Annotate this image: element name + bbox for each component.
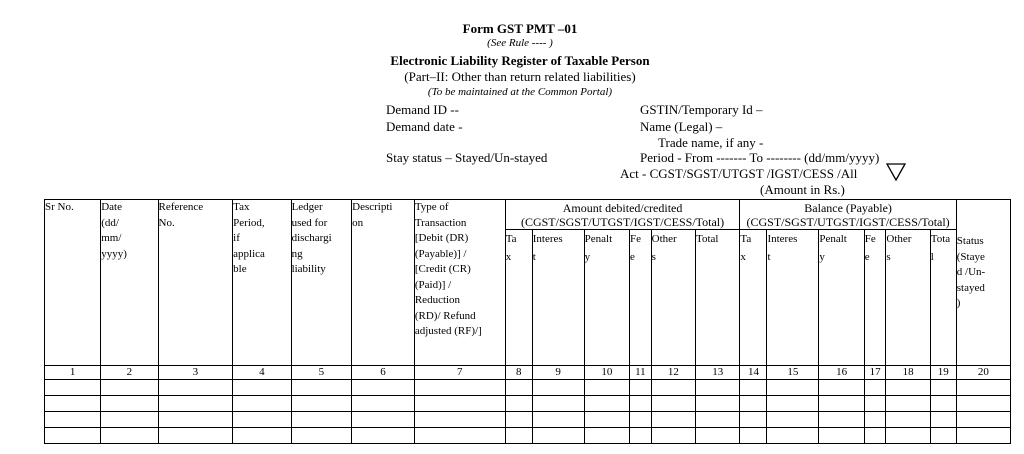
table-cell — [505, 396, 532, 412]
table-cell — [740, 412, 767, 428]
table-cell — [740, 428, 767, 444]
stay-status: Stay status – Stayed/Un-stayed — [386, 150, 548, 165]
table-cell — [414, 380, 505, 396]
col-number: 19 — [930, 366, 956, 380]
col-number: 8 — [505, 366, 532, 380]
table-row — [45, 428, 1011, 444]
table-cell — [819, 380, 864, 396]
table-cell — [630, 396, 652, 412]
table-cell — [696, 428, 740, 444]
table-cell — [886, 428, 930, 444]
table-cell — [584, 428, 629, 444]
table-cell — [864, 428, 886, 444]
demand-date: Demand date - — [386, 119, 463, 134]
col-number: 14 — [740, 366, 767, 380]
reference-header-text: Reference No. — [158, 201, 204, 229]
table-cell — [930, 428, 956, 444]
table-cell — [352, 428, 415, 444]
table-cell — [45, 412, 101, 428]
amount-col-fee — [630, 230, 652, 366]
table-cell — [352, 380, 415, 396]
amount-total-text: Total — [696, 233, 719, 245]
col-number: 2 — [101, 366, 158, 380]
table-cell — [505, 412, 532, 428]
table-cell — [101, 396, 158, 412]
amount-col-penalty — [584, 230, 629, 366]
table-cell — [505, 428, 532, 444]
table-cell — [696, 380, 740, 396]
balance-total-text: Tota l — [930, 233, 951, 263]
amount-penalty-text: Penalt y — [584, 233, 613, 263]
balance-col-others — [886, 230, 930, 366]
maintained-note: (To be maintained at the Common Portal) — [427, 86, 613, 98]
ledger-header-text: Ledger used for dischargi ng liability — [291, 201, 332, 275]
table-cell — [956, 380, 1010, 396]
table-cell — [930, 396, 956, 412]
rule-reference: (See Rule ---- ) — [487, 37, 553, 49]
register-title: Electronic Liability Register of Taxable Person — [390, 53, 650, 68]
col-number: 1 — [45, 366, 101, 380]
table-cell — [158, 412, 233, 428]
act: Act - CGST/SGST/UTGST /IGST/CESS /All — [620, 166, 858, 181]
amount-group-subtitle: (CGST/SGST/UTGST/IGST/CESS/Total) — [520, 215, 725, 229]
table-cell — [767, 396, 819, 412]
table-cell — [630, 380, 652, 396]
col-header-description — [352, 200, 415, 366]
table-cell — [864, 412, 886, 428]
table-cell — [505, 380, 532, 396]
table-cell — [651, 428, 695, 444]
balance-others-text: Other s — [886, 233, 912, 263]
col-number: 5 — [291, 366, 352, 380]
table-cell — [45, 396, 101, 412]
balance-col-interest — [767, 230, 819, 366]
col-number: 13 — [696, 366, 740, 380]
table-cell — [956, 412, 1010, 428]
table-cell — [651, 380, 695, 396]
table-row — [45, 396, 1011, 412]
col-number: 18 — [886, 366, 930, 380]
table-cell — [930, 380, 956, 396]
table-cell — [291, 428, 352, 444]
balance-tax-text: Ta x — [740, 233, 752, 263]
table-cell — [158, 428, 233, 444]
col-number: 17 — [864, 366, 886, 380]
col-header-sr-no: Sr No. — [45, 200, 101, 366]
amount-others-text: Other s — [651, 233, 677, 263]
table-cell — [886, 396, 930, 412]
group-header-amount — [505, 200, 740, 230]
col-number: 3 — [158, 366, 233, 380]
table-cell — [158, 380, 233, 396]
col-number: 15 — [767, 366, 819, 380]
table-cell — [101, 380, 158, 396]
table-cell — [532, 428, 584, 444]
table-cell — [864, 380, 886, 396]
table-cell — [651, 396, 695, 412]
col-number: 10 — [584, 366, 629, 380]
liability-register-table — [44, 199, 1011, 444]
table-cell — [233, 428, 291, 444]
table-cell — [767, 412, 819, 428]
table-cell — [532, 412, 584, 428]
col-number: 16 — [819, 366, 864, 380]
table-cell — [158, 396, 233, 412]
table-cell — [291, 412, 352, 428]
status-header-text: Status (Staye d /Un- stayed ) — [956, 235, 986, 309]
amount-interest-text: Interes t — [532, 233, 563, 263]
table-cell — [414, 428, 505, 444]
table-cell — [696, 396, 740, 412]
balance-col-tax — [740, 230, 767, 366]
table-cell — [886, 412, 930, 428]
table-cell — [819, 428, 864, 444]
amount-tax-text: Ta x — [505, 233, 517, 263]
col-number: 6 — [352, 366, 415, 380]
col-number: 9 — [532, 366, 584, 380]
col-number: 4 — [233, 366, 291, 380]
table-cell — [584, 396, 629, 412]
amount-col-interest — [532, 230, 584, 366]
table-cell — [291, 396, 352, 412]
empty-rows — [45, 380, 1011, 444]
table-cell — [630, 428, 652, 444]
col-number: 11 — [630, 366, 652, 380]
demand-id: Demand ID -- — [386, 102, 459, 117]
table-cell — [233, 396, 291, 412]
amount-col-total — [696, 230, 740, 366]
table-cell — [45, 380, 101, 396]
col-header-reference-no — [158, 200, 233, 366]
balance-col-fee — [864, 230, 886, 366]
balance-interest-text: Interes t — [767, 233, 798, 263]
table-row — [45, 380, 1011, 396]
transaction-type-header-text: Type of Transaction [Debit (DR) (Payable)] / [Credit (CR) (Paid)] / Reduction (RD)/ Refund adjusted (RF)/] — [414, 201, 482, 337]
description-header-text: Descripti on — [352, 201, 393, 229]
table-cell — [352, 396, 415, 412]
col-number: 12 — [651, 366, 695, 380]
part-subtitle: (Part–II: Other than return related liabilities) — [404, 69, 636, 84]
table-cell — [956, 428, 1010, 444]
tax-period-header-text: Tax Period, if applica ble — [233, 201, 265, 275]
table-cell — [291, 380, 352, 396]
amount-fee-text: Fe e — [630, 233, 642, 263]
table-cell — [819, 396, 864, 412]
table-cell — [740, 396, 767, 412]
table-cell — [819, 412, 864, 428]
trade-name: Trade name, if any - — [658, 135, 764, 150]
balance-group-subtitle: (CGST/SGST/UTGST/IGST/CESS/Total) — [746, 215, 950, 229]
form-title: Form GST PMT –01 — [462, 21, 578, 36]
balance-col-penalty — [819, 230, 864, 366]
table-cell — [233, 412, 291, 428]
period: Period - From ------- To -------- (dd/mm/yyyy) — [640, 150, 880, 165]
table-cell — [956, 396, 1010, 412]
col-header-transaction-type — [414, 200, 505, 366]
table-cell — [740, 380, 767, 396]
table-cell — [532, 380, 584, 396]
col-number: 20 — [956, 366, 1010, 380]
table-cell — [584, 412, 629, 428]
table-cell — [696, 412, 740, 428]
balance-col-total — [930, 230, 956, 366]
table-cell — [414, 396, 505, 412]
table-cell — [233, 380, 291, 396]
table-cell — [767, 380, 819, 396]
col-header-tax-period — [233, 200, 291, 366]
table-cell — [532, 396, 584, 412]
table-cell — [352, 412, 415, 428]
table-cell — [584, 380, 629, 396]
table-cell — [767, 428, 819, 444]
amount-group-title: Amount debited/credited — [562, 201, 683, 215]
col-number: 7 — [414, 366, 505, 380]
table-cell — [930, 412, 956, 428]
table-row — [45, 412, 1011, 428]
table-cell — [414, 412, 505, 428]
table-cell — [630, 412, 652, 428]
date-header-text: Date (dd/ mm/ yyyy) — [101, 201, 127, 260]
col-header-status — [956, 200, 1010, 366]
table-cell — [886, 380, 930, 396]
balance-penalty-text: Penalt y — [819, 233, 847, 263]
table-cell — [864, 396, 886, 412]
col-header-date — [101, 200, 158, 366]
balance-fee-text: Fe e — [864, 233, 876, 263]
table-cell — [101, 412, 158, 428]
amount-col-tax — [505, 230, 532, 366]
amount-col-others — [651, 230, 695, 366]
balance-group-title: Balance (Payable) — [804, 201, 892, 215]
table-cell — [45, 428, 101, 444]
column-number-row — [45, 366, 1011, 380]
group-header-balance — [740, 200, 956, 230]
down-triangle-icon — [885, 162, 907, 182]
col-header-ledger — [291, 200, 352, 366]
gstin: GSTIN/Temporary Id – — [640, 102, 763, 117]
table-cell — [101, 428, 158, 444]
amount-unit: (Amount in Rs.) — [760, 182, 845, 197]
legal-name: Name (Legal) – — [640, 119, 723, 134]
table-cell — [651, 412, 695, 428]
